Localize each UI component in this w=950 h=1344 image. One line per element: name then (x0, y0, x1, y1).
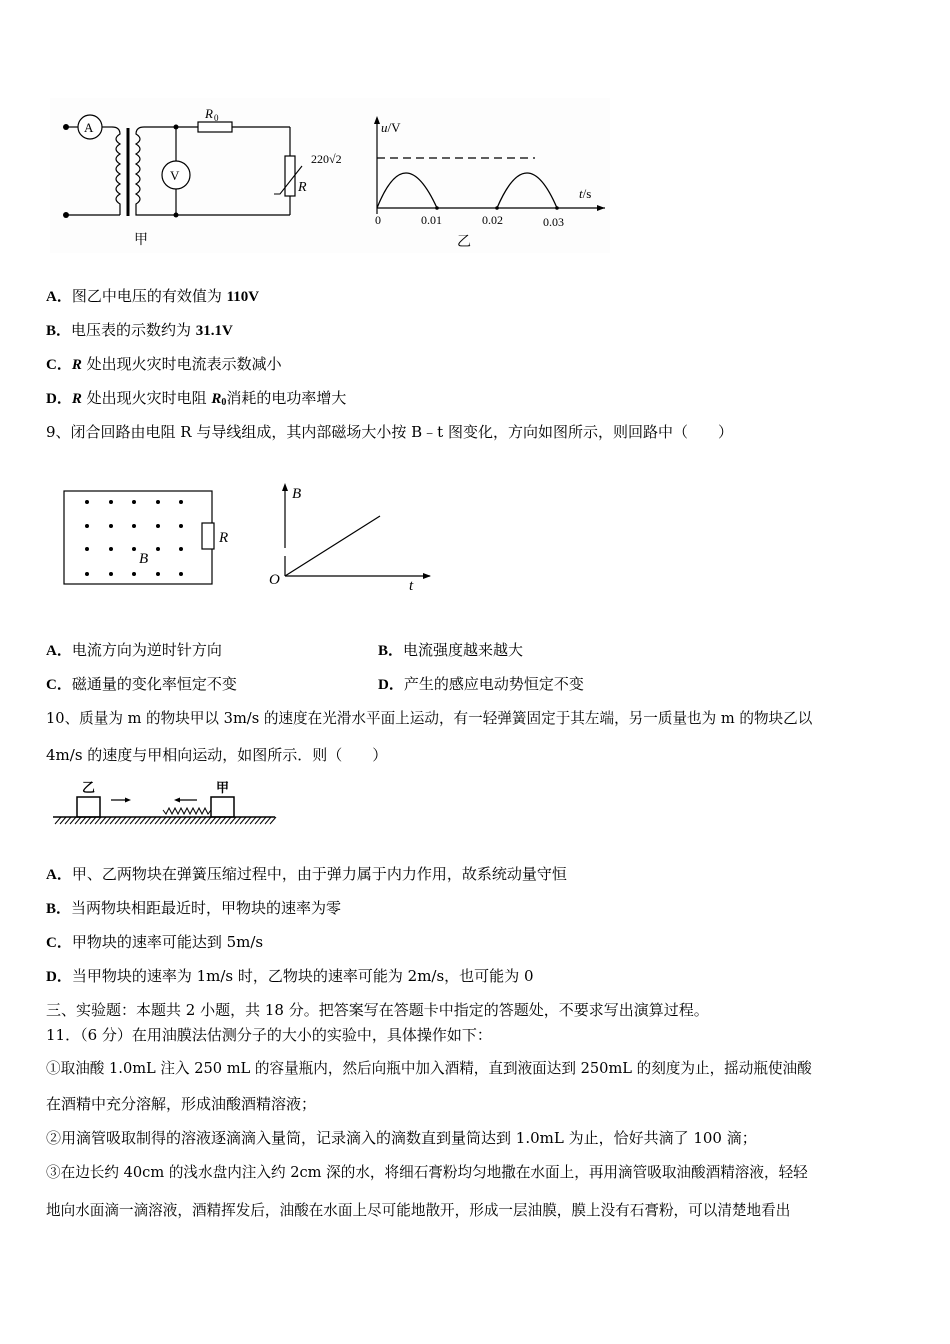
q9-stem: 9、闭合回路由电阻 R 与导线组成，其内部磁场大小按 B﹣t 图变化，方向如图所示，则回路中（ ） (46, 423, 733, 441)
resistor-icon (202, 523, 214, 549)
resistor-r0-icon (198, 122, 232, 132)
option-text: 电压表的示数约为 (71, 321, 196, 339)
svg-text:0.02: 0.02 (482, 213, 503, 227)
option-text-2: 消耗的电功率增大 (226, 389, 347, 407)
option-label: C． (46, 677, 72, 693)
q8-option-d (46, 388, 346, 413)
option-value: 110V (226, 289, 260, 305)
option-text: 甲物块的速率可能达到 5m/s (71, 933, 264, 951)
svg-text:甲: 甲 (134, 233, 148, 248)
q11-step3-line2: 地向水面滴一滴溶液，酒精挥发后，油酸在水面上尽可能地散开，形成一层油膜，膜上没有石膏粉，可以清楚地看出 (46, 1202, 791, 1219)
q9-option-c (46, 674, 237, 695)
option-text: 电流方向为逆时针方向 (71, 641, 222, 659)
option-text: 当甲物块的速率为 1m/s 时，乙物块的速率可能为 2m/s，也可能为 0 (71, 967, 534, 985)
option-label: B． (378, 643, 404, 659)
magnetic-field-dots (85, 500, 183, 576)
svg-text:0.03: 0.03 (543, 215, 564, 229)
option-label: A． (46, 289, 72, 305)
option-text: 处出现火灾时电流表示数减小 (81, 355, 282, 373)
svg-text:t: t (409, 578, 414, 594)
option-label: A． (46, 867, 72, 883)
q10-option-a (46, 864, 567, 885)
q10-stem-line2: 4m/s 的速度与甲相向运动，如图所示．则（ ） (46, 746, 388, 764)
option-variable: R (71, 357, 82, 373)
option-text: 当两物块相距最近时，甲物块的速率为零 (71, 899, 342, 917)
svg-text:A: A (84, 120, 94, 135)
q10-figure (45, 776, 280, 832)
block-jia-icon (211, 797, 234, 817)
svg-text:220√2: 220√2 (311, 152, 342, 166)
svg-text:0: 0 (214, 113, 219, 123)
option-text: 图乙中电压的有效值为 (71, 287, 227, 305)
block-yi-icon (77, 797, 100, 817)
q10-option-b (46, 898, 341, 919)
block-right-label: 甲 (216, 780, 230, 795)
option-label: B． (46, 323, 72, 339)
q10-stem-line1: 10、质量为 m 的物块甲以 3m/s 的速度在光滑水平面上运动，有一轻弹簧固定于其左端，另一质量也为 m 的物块乙以 (46, 710, 813, 727)
option-label: C． (46, 357, 72, 373)
q9-figure (55, 478, 445, 598)
option-variable-r0: R (211, 391, 222, 407)
q9-option-d (378, 674, 584, 695)
q8-option-a (46, 286, 259, 307)
svg-text:0.01: 0.01 (421, 213, 442, 227)
ground-hatching (55, 817, 276, 824)
option-label: A． (46, 643, 72, 659)
option-text: 产生的感应电动势恒定不变 (403, 675, 584, 693)
q11-step1-line2: 在酒精中充分溶解，形成油酸酒精溶液； (46, 1095, 317, 1113)
q10-option-c (46, 932, 263, 953)
q10-option-d (46, 966, 534, 987)
svg-text:B: B (292, 486, 302, 502)
q11-step2: ②用滴管吸取制得的溶液逐滴滴入量筒，记录滴入的滴数直到量筒达到 1.0mL 为止，恰好共滴了 100 滴； (46, 1129, 757, 1147)
q11-step3-line1: ③在边长约 40cm 的浅水盘内注入约 2cm 深的水，将细石膏粉均匀地撒在水面上，再用滴管吸取油酸酒精溶液，轻轻 (46, 1164, 808, 1181)
option-text: 处出现火灾时电阻 (81, 389, 212, 407)
q11-stem: 11．（6 分）在用油膜法估测分子的大小的实验中，具体操作如下： (46, 1026, 492, 1044)
q9-option-a (46, 640, 222, 661)
option-label: C． (46, 935, 72, 951)
section-3-heading: 三、实验题：本题共 2 小题，共 18 分。把答案写在答题卡中指定的答题处，不要求写出演算过程。 (46, 1001, 709, 1019)
svg-text:0: 0 (375, 213, 381, 227)
svg-text:u/V: u/V (381, 120, 401, 135)
option-variable-sub: 0 (221, 397, 227, 408)
spring-icon (163, 808, 211, 814)
option-text: 磁通量的变化率恒定不变 (71, 675, 237, 693)
block-left-label: 乙 (82, 780, 96, 795)
option-text: 电流强度越来越大 (403, 641, 524, 659)
svg-text:乙: 乙 (457, 235, 471, 250)
option-value: 31.1V (195, 323, 233, 339)
option-label: B． (46, 901, 72, 917)
svg-text:R: R (219, 530, 229, 546)
option-label: D． (46, 391, 72, 407)
option-label: D． (46, 969, 72, 985)
svg-text:R: R (298, 180, 307, 195)
svg-text:t/s: t/s (579, 186, 592, 201)
q8-option-c (46, 354, 282, 375)
option-variable: R (71, 391, 82, 407)
svg-text:V: V (170, 168, 180, 183)
voltage-time-graph (305, 110, 610, 250)
option-text: 甲、乙两物块在弹簧压缩过程中，由于弹力属于内力作用，故系统动量守恒 (71, 865, 567, 883)
svg-text:R: R (205, 106, 213, 121)
q9-option-b (378, 640, 523, 661)
svg-text:B: B (139, 551, 149, 567)
q11-step1-line1: ①取油酸 1.0mL 注入 250 mL 的容量瓶内，然后向瓶中加入酒精，直到液面达到 250mL 的刻度为止，摇动瓶使油酸 (46, 1060, 812, 1077)
option-label: D． (378, 677, 404, 693)
q8-option-b (46, 320, 233, 341)
svg-text:O: O (269, 572, 280, 588)
